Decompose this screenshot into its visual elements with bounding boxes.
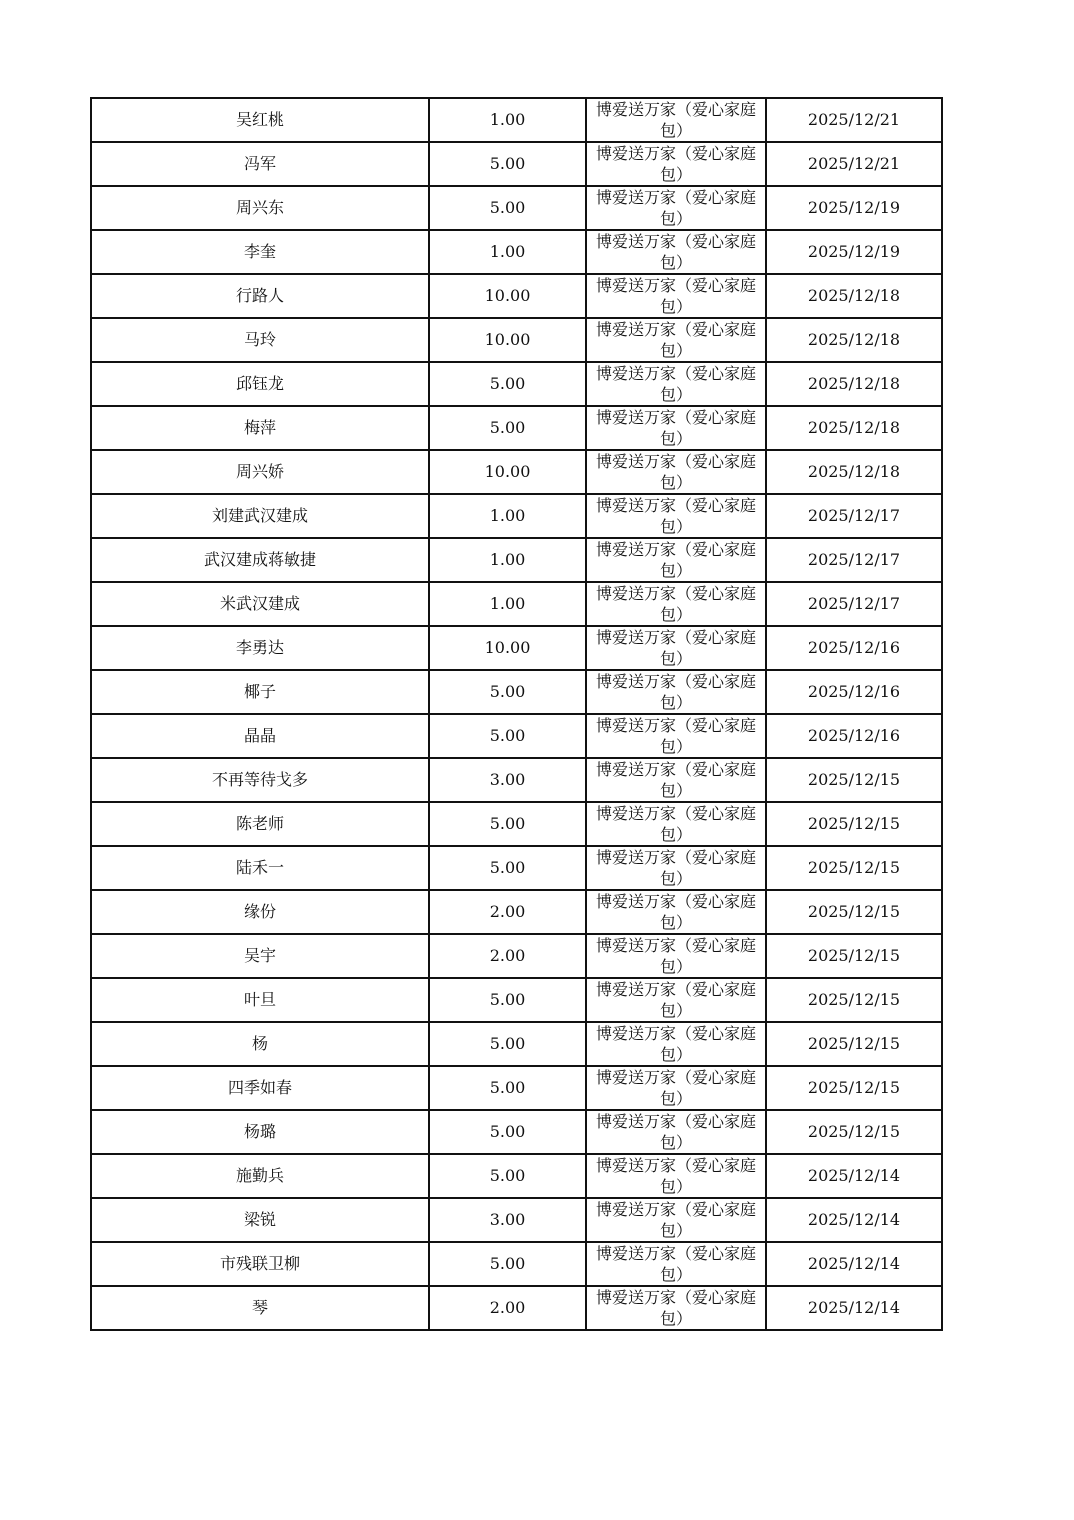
amount-cell: 2.00 <box>429 1286 586 1330</box>
project-cell <box>586 1066 766 1110</box>
project-cell <box>586 406 766 450</box>
amount-cell: 1.00 <box>429 98 586 142</box>
amount-cell: 10.00 <box>429 318 586 362</box>
date-cell: 2025/12/15 <box>766 1066 942 1110</box>
amount-cell: 5.00 <box>429 670 586 714</box>
project-text: 博爱送万家（爱心家庭包） <box>595 320 756 360</box>
project-text: 博爱送万家（爱心家庭包） <box>595 276 756 316</box>
project-text: 博爱送万家（爱心家庭包） <box>595 804 756 844</box>
project-cell <box>586 318 766 362</box>
project-text: 博爱送万家（爱心家庭包） <box>595 452 756 492</box>
amount-cell: 5.00 <box>429 846 586 890</box>
date-cell: 2025/12/16 <box>766 714 942 758</box>
donor-name-cell: 叶旦 <box>91 978 429 1022</box>
donor-name-cell: 施勤兵 <box>91 1154 429 1198</box>
project-cell <box>586 186 766 230</box>
amount-cell: 10.00 <box>429 626 586 670</box>
project-text: 博爱送万家（爱心家庭包） <box>595 584 756 624</box>
donor-name-cell: 琴 <box>91 1286 429 1330</box>
date-cell: 2025/12/18 <box>766 406 942 450</box>
amount-cell: 5.00 <box>429 406 586 450</box>
project-text: 博爱送万家（爱心家庭包） <box>595 1024 756 1064</box>
donor-name-cell: 梅萍 <box>91 406 429 450</box>
project-cell <box>586 230 766 274</box>
date-cell: 2025/12/19 <box>766 186 942 230</box>
table-row <box>91 714 942 758</box>
date-cell: 2025/12/15 <box>766 758 942 802</box>
table-row <box>91 802 942 846</box>
table-row <box>91 318 942 362</box>
project-cell <box>586 1110 766 1154</box>
donor-name-cell: 陈老师 <box>91 802 429 846</box>
amount-cell: 5.00 <box>429 1022 586 1066</box>
donor-name-cell: 李奎 <box>91 230 429 274</box>
project-cell <box>586 98 766 142</box>
table-row <box>91 934 942 978</box>
amount-cell: 2.00 <box>429 890 586 934</box>
project-text: 博爱送万家（爱心家庭包） <box>595 496 756 536</box>
project-cell <box>586 846 766 890</box>
project-cell <box>586 362 766 406</box>
table-row <box>91 1286 942 1330</box>
project-text: 博爱送万家（爱心家庭包） <box>595 100 756 140</box>
date-cell: 2025/12/14 <box>766 1286 942 1330</box>
project-cell <box>586 758 766 802</box>
donor-name-cell: 周兴东 <box>91 186 429 230</box>
table-row <box>91 1198 942 1242</box>
donor-name-cell: 马玲 <box>91 318 429 362</box>
project-cell <box>586 274 766 318</box>
table-row <box>91 1066 942 1110</box>
amount-cell: 1.00 <box>429 230 586 274</box>
donation-table-body <box>91 98 942 1330</box>
project-cell <box>586 494 766 538</box>
table-row <box>91 450 942 494</box>
project-cell <box>586 890 766 934</box>
project-text: 博爱送万家（爱心家庭包） <box>595 672 756 712</box>
date-cell: 2025/12/15 <box>766 1110 942 1154</box>
project-cell <box>586 142 766 186</box>
table-row <box>91 758 942 802</box>
table-row <box>91 978 942 1022</box>
amount-cell: 10.00 <box>429 450 586 494</box>
table-row <box>91 1154 942 1198</box>
amount-cell: 1.00 <box>429 494 586 538</box>
date-cell: 2025/12/15 <box>766 978 942 1022</box>
donor-name-cell: 不再等待戈多 <box>91 758 429 802</box>
project-cell <box>586 802 766 846</box>
date-cell: 2025/12/15 <box>766 1022 942 1066</box>
donor-name-cell: 吴宇 <box>91 934 429 978</box>
table-row <box>91 626 942 670</box>
amount-cell: 5.00 <box>429 186 586 230</box>
table-row <box>91 846 942 890</box>
table-row <box>91 230 942 274</box>
project-text: 博爱送万家（爱心家庭包） <box>595 1068 756 1108</box>
date-cell: 2025/12/16 <box>766 670 942 714</box>
amount-cell: 5.00 <box>429 1154 586 1198</box>
project-cell <box>586 1022 766 1066</box>
donor-name-cell: 米武汉建成 <box>91 582 429 626</box>
donor-name-cell: 晶晶 <box>91 714 429 758</box>
project-text: 博爱送万家（爱心家庭包） <box>595 716 756 756</box>
table-row <box>91 670 942 714</box>
amount-cell: 5.00 <box>429 978 586 1022</box>
amount-cell: 5.00 <box>429 142 586 186</box>
table-row <box>91 1110 942 1154</box>
date-cell: 2025/12/14 <box>766 1242 942 1286</box>
project-cell <box>586 1286 766 1330</box>
project-text: 博爱送万家（爱心家庭包） <box>595 144 756 184</box>
project-text: 博爱送万家（爱心家庭包） <box>595 1112 756 1152</box>
table-row <box>91 1022 942 1066</box>
date-cell: 2025/12/14 <box>766 1198 942 1242</box>
table-row <box>91 406 942 450</box>
project-cell <box>586 1198 766 1242</box>
donor-name-cell: 冯军 <box>91 142 429 186</box>
date-cell: 2025/12/18 <box>766 274 942 318</box>
amount-cell: 5.00 <box>429 1066 586 1110</box>
date-cell: 2025/12/18 <box>766 450 942 494</box>
project-cell <box>586 538 766 582</box>
project-text: 博爱送万家（爱心家庭包） <box>595 1244 756 1284</box>
project-cell <box>586 450 766 494</box>
project-text: 博爱送万家（爱心家庭包） <box>595 188 756 228</box>
donor-name-cell: 邱钰龙 <box>91 362 429 406</box>
project-text: 博爱送万家（爱心家庭包） <box>595 364 756 404</box>
amount-cell: 5.00 <box>429 714 586 758</box>
project-cell <box>586 934 766 978</box>
donor-name-cell: 缘份 <box>91 890 429 934</box>
amount-cell: 3.00 <box>429 758 586 802</box>
amount-cell: 10.00 <box>429 274 586 318</box>
date-cell: 2025/12/17 <box>766 494 942 538</box>
amount-cell: 5.00 <box>429 802 586 846</box>
donor-name-cell: 陆禾一 <box>91 846 429 890</box>
donor-name-cell: 梁锐 <box>91 1198 429 1242</box>
project-text: 博爱送万家（爱心家庭包） <box>595 760 756 800</box>
date-cell: 2025/12/15 <box>766 934 942 978</box>
table-row <box>91 362 942 406</box>
date-cell: 2025/12/18 <box>766 318 942 362</box>
table-row <box>91 1242 942 1286</box>
date-cell: 2025/12/21 <box>766 142 942 186</box>
date-cell: 2025/12/17 <box>766 582 942 626</box>
table-row <box>91 186 942 230</box>
amount-cell: 5.00 <box>429 1242 586 1286</box>
date-cell: 2025/12/18 <box>766 362 942 406</box>
project-text: 博爱送万家（爱心家庭包） <box>595 980 756 1020</box>
donor-name-cell: 杨璐 <box>91 1110 429 1154</box>
donor-name-cell: 市残联卫柳 <box>91 1242 429 1286</box>
project-text: 博爱送万家（爱心家庭包） <box>595 1288 756 1328</box>
amount-cell: 1.00 <box>429 538 586 582</box>
table-row <box>91 142 942 186</box>
project-cell <box>586 626 766 670</box>
table-row <box>91 890 942 934</box>
date-cell: 2025/12/17 <box>766 538 942 582</box>
project-cell <box>586 670 766 714</box>
project-text: 博爱送万家（爱心家庭包） <box>595 540 756 580</box>
project-cell <box>586 582 766 626</box>
project-cell <box>586 978 766 1022</box>
date-cell: 2025/12/15 <box>766 802 942 846</box>
project-cell <box>586 1154 766 1198</box>
table-row <box>91 538 942 582</box>
donor-name-cell: 李勇达 <box>91 626 429 670</box>
date-cell: 2025/12/21 <box>766 98 942 142</box>
amount-cell: 2.00 <box>429 934 586 978</box>
project-cell <box>586 714 766 758</box>
date-cell: 2025/12/16 <box>766 626 942 670</box>
table-row <box>91 274 942 318</box>
donor-name-cell: 椰子 <box>91 670 429 714</box>
project-text: 博爱送万家（爱心家庭包） <box>595 1156 756 1196</box>
project-cell <box>586 1242 766 1286</box>
project-text: 博爱送万家（爱心家庭包） <box>595 408 756 448</box>
amount-cell: 1.00 <box>429 582 586 626</box>
donor-name-cell: 行路人 <box>91 274 429 318</box>
date-cell: 2025/12/14 <box>766 1154 942 1198</box>
project-text: 博爱送万家（爱心家庭包） <box>595 936 756 976</box>
donor-name-cell: 吴红桃 <box>91 98 429 142</box>
donor-name-cell: 刘建武汉建成 <box>91 494 429 538</box>
amount-cell: 5.00 <box>429 1110 586 1154</box>
donor-name-cell: 杨 <box>91 1022 429 1066</box>
project-text: 博爱送万家（爱心家庭包） <box>595 1200 756 1240</box>
project-text: 博爱送万家（爱心家庭包） <box>595 848 756 888</box>
project-text: 博爱送万家（爱心家庭包） <box>595 628 756 668</box>
project-text: 博爱送万家（爱心家庭包） <box>595 232 756 272</box>
table-row <box>91 582 942 626</box>
amount-cell: 5.00 <box>429 362 586 406</box>
donor-name-cell: 武汉建成蒋敏捷 <box>91 538 429 582</box>
date-cell: 2025/12/15 <box>766 890 942 934</box>
date-cell: 2025/12/19 <box>766 230 942 274</box>
donation-table <box>90 97 943 1331</box>
amount-cell: 3.00 <box>429 1198 586 1242</box>
project-text: 博爱送万家（爱心家庭包） <box>595 892 756 932</box>
date-cell: 2025/12/15 <box>766 846 942 890</box>
table-row <box>91 98 942 142</box>
donor-name-cell: 四季如春 <box>91 1066 429 1110</box>
table-row <box>91 494 942 538</box>
donor-name-cell: 周兴娇 <box>91 450 429 494</box>
